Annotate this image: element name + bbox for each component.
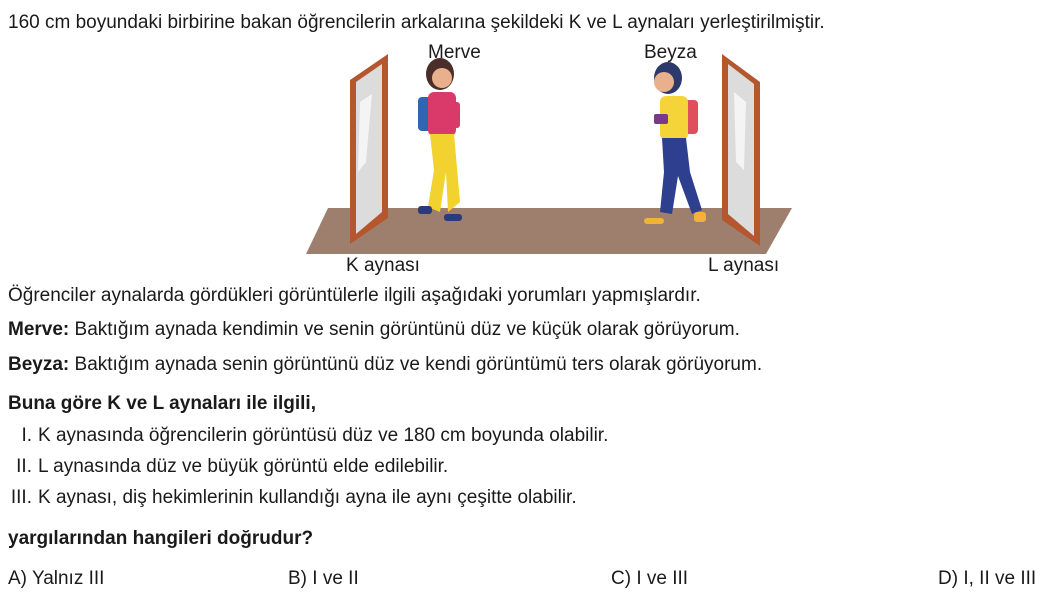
option-a[interactable] — [8, 568, 104, 590]
item-ii — [4, 456, 448, 478]
statement-beyza — [8, 354, 762, 376]
label-beyza: Beyza — [644, 42, 697, 63]
option-text: Yalnız III — [31, 568, 105, 589]
beyza-figure — [644, 62, 706, 224]
item-number: III. — [10, 487, 32, 508]
question-end: yargılarından hangileri doğrudur? — [8, 528, 314, 549]
option-letter: B) — [288, 568, 307, 589]
statement-text: Baktığım aynada senin görüntünü düz ve kendi görüntümü ters olarak görüyorum. — [74, 354, 763, 375]
intro-text: 160 cm boyundaki birbirine bakan öğrencilerin arkalarına şekildeki K ve L aynaları yerleştirilmiştir. — [8, 12, 825, 33]
label-merve: Merve — [428, 42, 481, 63]
option-letter: A) — [8, 568, 27, 589]
option-b[interactable] — [288, 568, 359, 590]
k-mirror — [350, 54, 388, 244]
option-text: I, II ve III — [963, 568, 1037, 589]
option-text: I ve III — [636, 568, 689, 589]
l-mirror — [722, 54, 760, 246]
item-text: K aynası, diş hekimlerinin kullandığı ayna ile aynı çeşitte olabilir. — [38, 487, 577, 508]
mirrors-figure — [300, 42, 800, 257]
option-text: I ve II — [312, 568, 359, 589]
item-iii — [4, 487, 577, 509]
option-letter: C) — [611, 568, 632, 589]
question-intro: Buna göre K ve L aynaları ile ilgili, — [8, 393, 316, 414]
item-i — [4, 425, 608, 447]
speaker-beyza: Beyza: — [8, 354, 70, 375]
option-d[interactable] — [938, 568, 1036, 590]
label-l-mirror: L aynası — [708, 255, 780, 276]
speaker-merve: Merve: — [8, 319, 70, 340]
option-c[interactable] — [611, 568, 688, 590]
item-number: I. — [21, 425, 32, 446]
statement-text: Baktığım aynada kendimin ve senin görüntünü düz ve küçük olarak görüyorum. — [74, 319, 740, 340]
label-k-mirror: K aynası — [346, 255, 420, 276]
statement-merve — [8, 319, 740, 341]
prompt-text: Öğrenciler aynalarda gördükleri görüntülerle ilgili aşağıdaki yorumları yapmışlardır. — [8, 285, 701, 306]
item-text: K aynasında öğrencilerin görüntüsü düz ve 180 cm boyunda olabilir. — [38, 425, 609, 446]
option-letter: D) — [938, 568, 959, 589]
item-text: L aynasında düz ve büyük görüntü elde edilebilir. — [38, 456, 449, 477]
item-number: II. — [16, 456, 32, 477]
merve-figure — [418, 58, 462, 221]
